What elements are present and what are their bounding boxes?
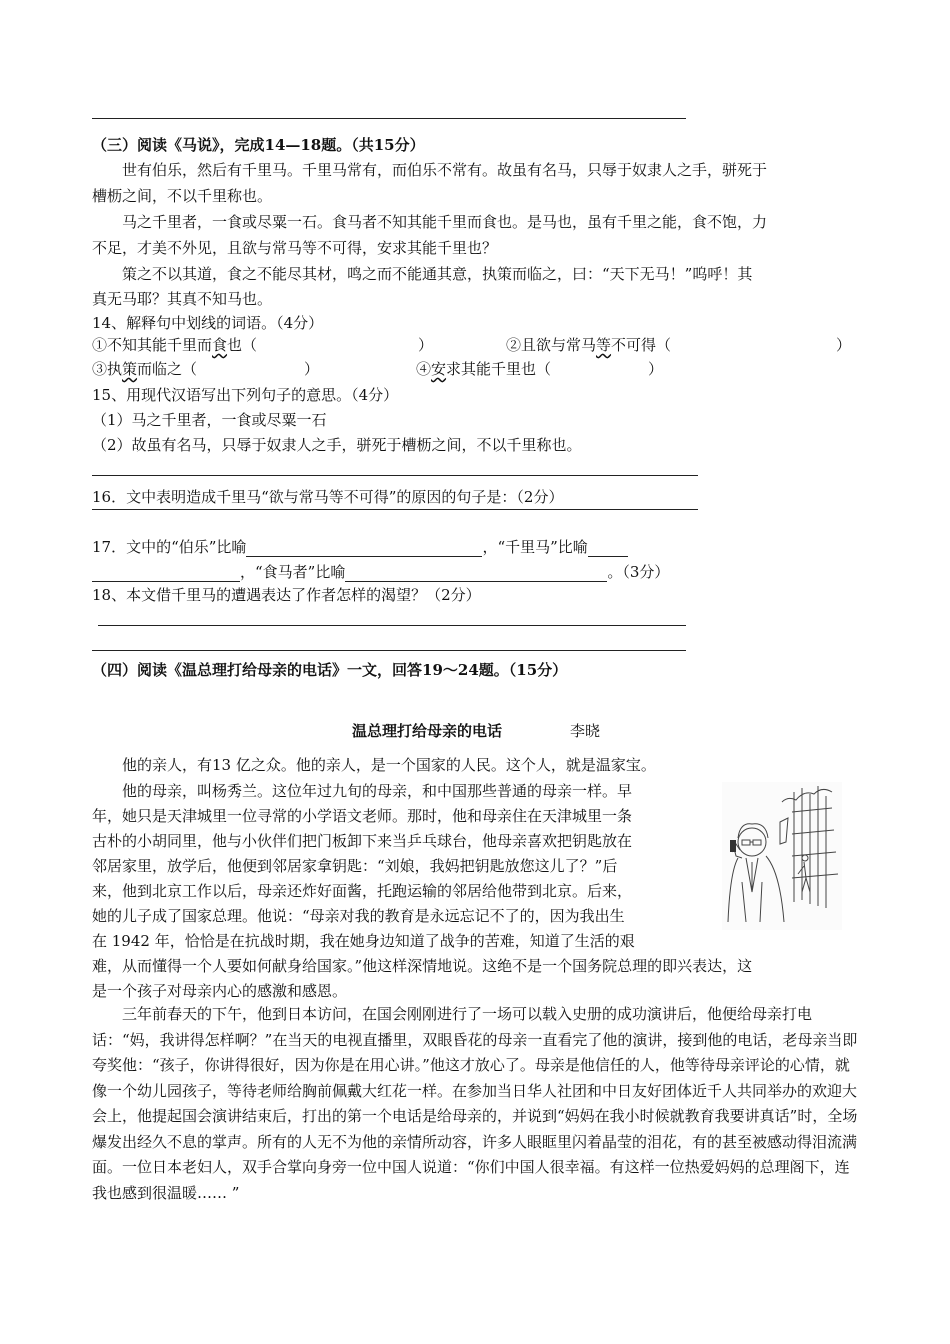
poem-text-line: 不足，才美不外见，且欲与常马等不可得，安求其能千里也？ [92, 239, 498, 257]
poem-text-line: 世有伯乐，然后有千里马。千里马常有，而伯乐不常有。故虽有名马，只辱于奴隶人之手，骈死于 [122, 161, 768, 179]
q17-part-a: 17．文中的“伯乐”比喻 [92, 538, 247, 556]
answer-line [92, 509, 698, 510]
poem-text-line: 策之不以其道，食之不能尽其材，鸣之而不能通其意，执策而临之，曰：“天下无马！”呜呼！其 [122, 265, 753, 283]
q14-item-2-post: 不可得（ [611, 336, 672, 354]
article-line: 难，从而懂得一个人要如何献身给国家。”他这样深情地说。这绝不是一个国务院总理的即兴表达，这 [92, 957, 753, 975]
q14-stem: 14、解释句中划线的词语。（4分） [92, 314, 324, 332]
q14-item-1 [92, 334, 257, 355]
q14-item-3-close: ） [304, 360, 320, 378]
poem-text-line: 槽枥之间，不以千里称也。 [92, 187, 273, 205]
q14-item-3-pre: ③执 [92, 360, 123, 378]
article-line: 邻居家里，放学后，他便到邻居家拿钥匙：“刘娘，我妈把钥匙放您这儿了？”后 [92, 857, 618, 875]
answer-line [98, 625, 686, 626]
q14-item-2 [506, 334, 671, 355]
article-line: 古朴的小胡同里，他与小伙伴们把门板卸下来当乒乓球台，他母亲喜欢把钥匙放在 [92, 832, 633, 850]
answer-line [92, 475, 698, 476]
article-line: 是一个孩子对母亲内心的感激和感恩。 [92, 982, 348, 1000]
answer-blank [92, 565, 240, 582]
article-author: 李晓 [570, 722, 601, 740]
q14-item-4-close: ） [648, 360, 664, 378]
q17-part-c: ，“食马者”比喻 [240, 563, 346, 581]
answer-blank [246, 540, 482, 557]
q17-part-b: ，“千里马”比喻 [482, 538, 588, 556]
q14-item-1-post: 也（ [227, 336, 258, 354]
q16-stem: 16．文中表明造成千里马“欲与常马等不可得”的原因的句子是：（2分） [92, 488, 564, 506]
article-line: 她的儿子成了国家总理。他说：“母亲对我的教育是永远忘记不了的，因为我出生 [92, 907, 625, 925]
q14-item-1-pre: ①不知其能千里而 [92, 336, 213, 354]
q14-item-1-close: ） [418, 336, 434, 354]
q14-item-4-pre: ④ [416, 360, 432, 378]
q14-item-4-post: 求其能千里也（ [446, 360, 552, 378]
article-line: 来，他到北京工作以后，母亲还炸好面酱，托跑运输的邻居给他带到北京。后来， [92, 882, 633, 900]
answer-line [92, 118, 686, 119]
answer-blank [345, 565, 607, 582]
article-paragraph: 三年前春天的下午，他到日本访问，在国会刚刚进行了一场可以载入史册的成功演讲后，他便给母亲打电话：“妈，我讲得怎样啊？”在当天的电视直播里，双眼昏花的母亲一直看完了他的演讲，接到他的电话，老母亲当即夸奖他：“孩子，你讲得很好，因为你是在用心讲。”他这才放心了。母亲是他信任的人，他等待母亲评论的心情，就像一个幼儿园孩子，等待老师给胸前佩戴大红花一样。在参加当日华人社团和中日友好团体近千人共同举办的欢迎大会上，他提起国会演讲结束后，打出的第一个电话是给母亲的，并说到“妈妈在我小时候就教育我要讲真话”时，全场爆发出经久不息的掌声。所有的人无不为他的亲情所动容，许多人眼眶里闪着晶莹的泪花，有的甚至被感动得泪流满面。一位日本老妇人，双手合掌向身旁一位中国人说道：“你们中国人很幸福。有这样一位热爱妈妈的总理阁下，连我也感到很温暖…… ” [92, 1005, 858, 1202]
poem-text-line: 马之千里者，一食或尽粟一石。食马者不知其能千里而食也。是马也，虽有千里之能，食不饱，力 [122, 213, 768, 231]
q14-item-2-pre: ②且欲与常马 [506, 336, 597, 354]
q15-sentence-1: （1）马之千里者，一食或尽粟一石 [92, 411, 327, 429]
q17-line-2 [92, 561, 669, 582]
article-line: 他的母亲，叫杨秀兰。这位年过九旬的母亲，和中国那些普通的母亲一样。早 [122, 782, 633, 800]
q14-item-2-close: ） [836, 336, 852, 354]
q17-line-1 [92, 536, 628, 557]
q14-item-3 [92, 358, 197, 379]
q14-item-4-word: 安 [431, 360, 447, 378]
poem-text-line: 真无马耶？其真不知马也。 [92, 290, 273, 308]
article-title: 温总理打给母亲的电话 [352, 722, 503, 740]
q17-part-d: 。（3分） [607, 563, 670, 581]
q14-item-3-word: 策 [122, 360, 138, 378]
q14-item-3-post: 而临之（ [137, 360, 198, 378]
article-paragraph: 他的亲人，有13 亿之众。他的亲人，是一个国家的人民。这个人，就是温家宝。 [122, 756, 656, 774]
article-line: 在 1942 年，恰恰是在抗战时期，我在她身边知道了战争的苦难，知道了生活的艰 [92, 932, 635, 950]
q14-item-1-word: 食 [212, 336, 228, 354]
q18-stem: 18、本文借千里马的遭遇表达了作者怎样的渴望？（2分） [92, 586, 481, 604]
answer-line [92, 650, 686, 651]
q15-sentence-2: （2）故虽有名马，只辱于奴隶人之手，骈死于槽枥之间，不以千里称也。 [92, 436, 582, 454]
q14-item-2-word: 等 [596, 336, 612, 354]
q14-item-4 [416, 358, 551, 379]
q15-stem: 15、用现代汉语写出下列句子的意思。（4分） [92, 386, 399, 404]
answer-blank [588, 540, 628, 557]
article-line: 年，她只是天津城里一位寻常的小学语文老师。那时，他和母亲住在天津城里一条 [92, 807, 633, 825]
section3-heading: （三）阅读《马说》，完成14—18题。（共15分） [92, 136, 425, 154]
section4-heading: （四）阅读《温总理打给母亲的电话》一文，回答19～24题。（15分） [92, 661, 568, 679]
portrait-illustration [722, 782, 842, 930]
